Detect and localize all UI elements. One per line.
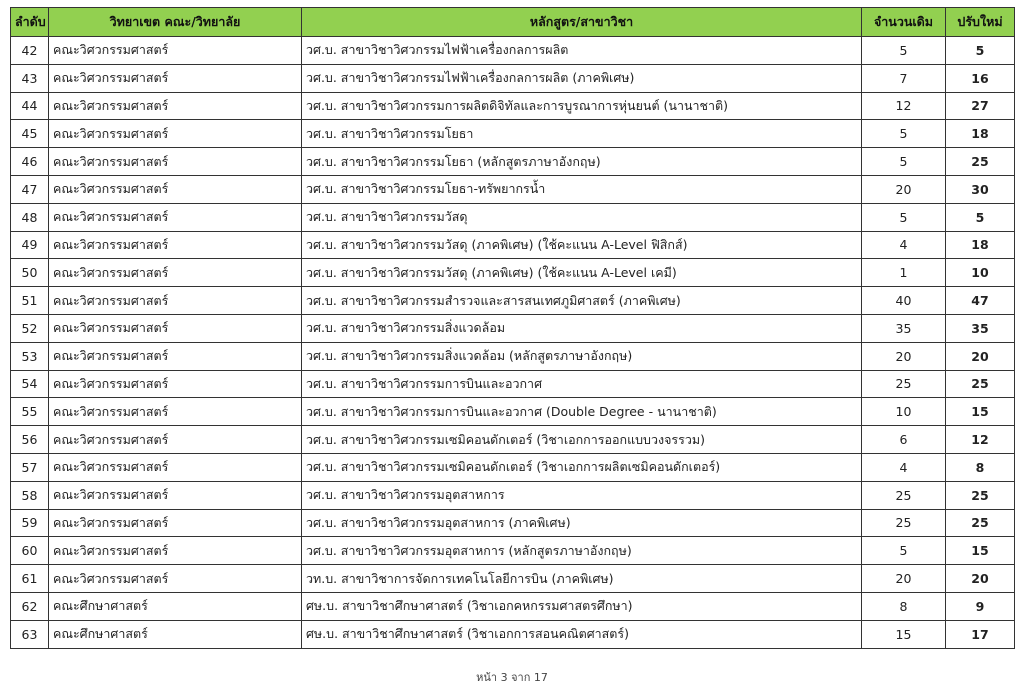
table-row [11,426,1015,454]
cell-original: 5 [862,120,946,148]
cell-no: 46 [11,148,49,176]
cell-no: 62 [11,592,49,620]
header-original: จำนวนเดิม [862,8,946,37]
cell-adjusted: 5 [946,203,1015,231]
cell-no: 49 [11,231,49,259]
cell-adjusted: 30 [946,175,1015,203]
cell-no: 42 [11,37,49,65]
cell-no: 50 [11,259,49,287]
cell-program: วศ.บ. สาขาวิชาวิศวกรรมสำรวจและสารสนเทศภูมิศาสตร์ (ภาคพิเศษ) [302,287,862,315]
cell-adjusted: 25 [946,481,1015,509]
cell-no: 47 [11,175,49,203]
cell-program: วศ.บ. สาขาวิชาวิศวกรรมวัสดุ (ภาคพิเศษ) (ใช้คะแนน A-Level ฟิสิกส์) [302,231,862,259]
cell-adjusted: 47 [946,287,1015,315]
table-row [11,287,1015,315]
cell-original: 6 [862,426,946,454]
cell-adjusted: 15 [946,537,1015,565]
cell-no: 44 [11,92,49,120]
cell-no: 43 [11,64,49,92]
cell-faculty: คณะศึกษาศาสตร์ [49,592,302,620]
cell-original: 25 [862,481,946,509]
table-row [11,453,1015,481]
table-row [11,37,1015,65]
cell-no: 53 [11,342,49,370]
cell-faculty: คณะวิศวกรรมศาสตร์ [49,537,302,565]
cell-original: 20 [862,565,946,593]
header-adjusted: ปรับใหม่ [946,8,1015,37]
cell-program: วศ.บ. สาขาวิชาวิศวกรรมวัสดุ (ภาคพิเศษ) (ใช้คะแนน A-Level เคมี) [302,259,862,287]
cell-program: วศ.บ. สาขาวิชาวิศวกรรมการผลิตดิจิทัลและการบูรณาการหุ่นยนต์ (นานาชาติ) [302,92,862,120]
cell-faculty: คณะวิศวกรรมศาสตร์ [49,92,302,120]
cell-adjusted: 12 [946,426,1015,454]
cell-program: วศ.บ. สาขาวิชาวิศวกรรมการบินและอวกาศ [302,370,862,398]
cell-adjusted: 25 [946,148,1015,176]
cell-adjusted: 10 [946,259,1015,287]
cell-no: 51 [11,287,49,315]
cell-adjusted: 5 [946,37,1015,65]
cell-original: 5 [862,537,946,565]
cell-original: 20 [862,175,946,203]
cell-no: 45 [11,120,49,148]
cell-no: 63 [11,620,49,648]
table-row [11,342,1015,370]
table-row [11,565,1015,593]
cell-faculty: คณะวิศวกรรมศาสตร์ [49,509,302,537]
cell-original: 1 [862,259,946,287]
table-row [11,259,1015,287]
table-row [11,592,1015,620]
cell-program: วท.บ. สาขาวิชาการจัดการเทคโนโลยีการบิน (ภาคพิเศษ) [302,565,862,593]
table-row [11,509,1015,537]
cell-faculty: คณะวิศวกรรมศาสตร์ [49,175,302,203]
cell-original: 10 [862,398,946,426]
cell-faculty: คณะวิศวกรรมศาสตร์ [49,342,302,370]
table-row [11,398,1015,426]
cell-faculty: คณะวิศวกรรมศาสตร์ [49,426,302,454]
cell-program: วศ.บ. สาขาวิชาวิศวกรรมสิ่งแวดล้อม (หลักสูตรภาษาอังกฤษ) [302,342,862,370]
table-row [11,203,1015,231]
cell-program: วศ.บ. สาขาวิชาวิศวกรรมโยธา-ทรัพยากรน้ำ [302,175,862,203]
cell-no: 54 [11,370,49,398]
cell-original: 12 [862,92,946,120]
cell-original: 4 [862,453,946,481]
cell-original: 35 [862,314,946,342]
table-row [11,537,1015,565]
cell-faculty: คณะวิศวกรรมศาสตร์ [49,453,302,481]
cell-no: 57 [11,453,49,481]
cell-faculty: คณะวิศวกรรมศาสตร์ [49,148,302,176]
cell-program: วศ.บ. สาขาวิชาวิศวกรรมสิ่งแวดล้อม [302,314,862,342]
cell-adjusted: 16 [946,64,1015,92]
cell-original: 25 [862,509,946,537]
table-header [11,8,1015,37]
cell-no: 52 [11,314,49,342]
cell-adjusted: 27 [946,92,1015,120]
cell-adjusted: 20 [946,342,1015,370]
cell-program: วศ.บ. สาขาวิชาวิศวกรรมโยธา [302,120,862,148]
cell-original: 5 [862,203,946,231]
cell-program: วศ.บ. สาขาวิชาวิศวกรรมไฟฟ้าเครื่องกลการผลิต [302,37,862,65]
cell-adjusted: 35 [946,314,1015,342]
table-row [11,92,1015,120]
cell-program: วศ.บ. สาขาวิชาวิศวกรรมโยธา (หลักสูตรภาษาอังกฤษ) [302,148,862,176]
table-row [11,370,1015,398]
table-row [11,120,1015,148]
header-faculty: วิทยาเขต คณะ/วิทยาลัย [49,8,302,37]
cell-faculty: คณะวิศวกรรมศาสตร์ [49,37,302,65]
cell-program: วศ.บ. สาขาวิชาวิศวกรรมการบินและอวกาศ (Double Degree - นานาชาติ) [302,398,862,426]
cell-no: 58 [11,481,49,509]
table-row [11,64,1015,92]
cell-faculty: คณะศึกษาศาสตร์ [49,620,302,648]
cell-faculty: คณะวิศวกรรมศาสตร์ [49,203,302,231]
cell-no: 48 [11,203,49,231]
cell-faculty: คณะวิศวกรรมศาสตร์ [49,314,302,342]
table-row [11,314,1015,342]
cell-no: 59 [11,509,49,537]
table-row [11,231,1015,259]
cell-no: 60 [11,537,49,565]
cell-program: ศษ.บ. สาขาวิชาศึกษาศาสตร์ (วิชาเอกคหกรรมศาสตรศึกษา) [302,592,862,620]
cell-faculty: คณะวิศวกรรมศาสตร์ [49,287,302,315]
cell-original: 40 [862,287,946,315]
cell-no: 55 [11,398,49,426]
page-footer: หน้า 3 จาก 17 [476,671,548,684]
cell-adjusted: 8 [946,453,1015,481]
table-row [11,481,1015,509]
cell-original: 25 [862,370,946,398]
cell-no: 56 [11,426,49,454]
cell-adjusted: 15 [946,398,1015,426]
cell-original: 8 [862,592,946,620]
cell-faculty: คณะวิศวกรรมศาสตร์ [49,231,302,259]
cell-program: วศ.บ. สาขาวิชาวิศวกรรมวัสดุ [302,203,862,231]
cell-faculty: คณะวิศวกรรมศาสตร์ [49,64,302,92]
cell-faculty: คณะวิศวกรรมศาสตร์ [49,120,302,148]
cell-program: วศ.บ. สาขาวิชาวิศวกรรมเซมิคอนดักเตอร์ (วิชาเอกการผลิตเซมิคอนดักเตอร์) [302,453,862,481]
cell-no: 61 [11,565,49,593]
cell-program: วศ.บ. สาขาวิชาวิศวกรรมอุตสาหการ [302,481,862,509]
cell-original: 20 [862,342,946,370]
cell-faculty: คณะวิศวกรรมศาสตร์ [49,398,302,426]
cell-faculty: คณะวิศวกรรมศาสตร์ [49,259,302,287]
table-row [11,175,1015,203]
table-row [11,148,1015,176]
cell-original: 7 [862,64,946,92]
cell-program: ศษ.บ. สาขาวิชาศึกษาศาสตร์ (วิชาเอกการสอนคณิตศาสตร์) [302,620,862,648]
cell-original: 5 [862,148,946,176]
cell-program: วศ.บ. สาขาวิชาวิศวกรรมเซมิคอนดักเตอร์ (วิชาเอกการออกแบบวงจรรวม) [302,426,862,454]
cell-adjusted: 17 [946,620,1015,648]
table-body [11,37,1015,649]
cell-program: วศ.บ. สาขาวิชาวิศวกรรมอุตสาหการ (หลักสูตรภาษาอังกฤษ) [302,537,862,565]
cell-adjusted: 18 [946,120,1015,148]
table-row [11,620,1015,648]
cell-adjusted: 9 [946,592,1015,620]
cell-faculty: คณะวิศวกรรมศาสตร์ [49,481,302,509]
cell-original: 4 [862,231,946,259]
header-row [11,8,1015,37]
quota-table [10,7,1015,649]
header-program: หลักสูตร/สาขาวิชา [302,8,862,37]
cell-faculty: คณะวิศวกรรมศาสตร์ [49,565,302,593]
cell-faculty: คณะวิศวกรรมศาสตร์ [49,370,302,398]
cell-program: วศ.บ. สาขาวิชาวิศวกรรมไฟฟ้าเครื่องกลการผลิต (ภาคพิเศษ) [302,64,862,92]
cell-adjusted: 18 [946,231,1015,259]
cell-program: วศ.บ. สาขาวิชาวิศวกรรมอุตสาหการ (ภาคพิเศษ) [302,509,862,537]
cell-adjusted: 25 [946,509,1015,537]
header-no: ลำดับ [11,8,49,37]
cell-original: 15 [862,620,946,648]
cell-adjusted: 25 [946,370,1015,398]
cell-original: 5 [862,37,946,65]
cell-adjusted: 20 [946,565,1015,593]
